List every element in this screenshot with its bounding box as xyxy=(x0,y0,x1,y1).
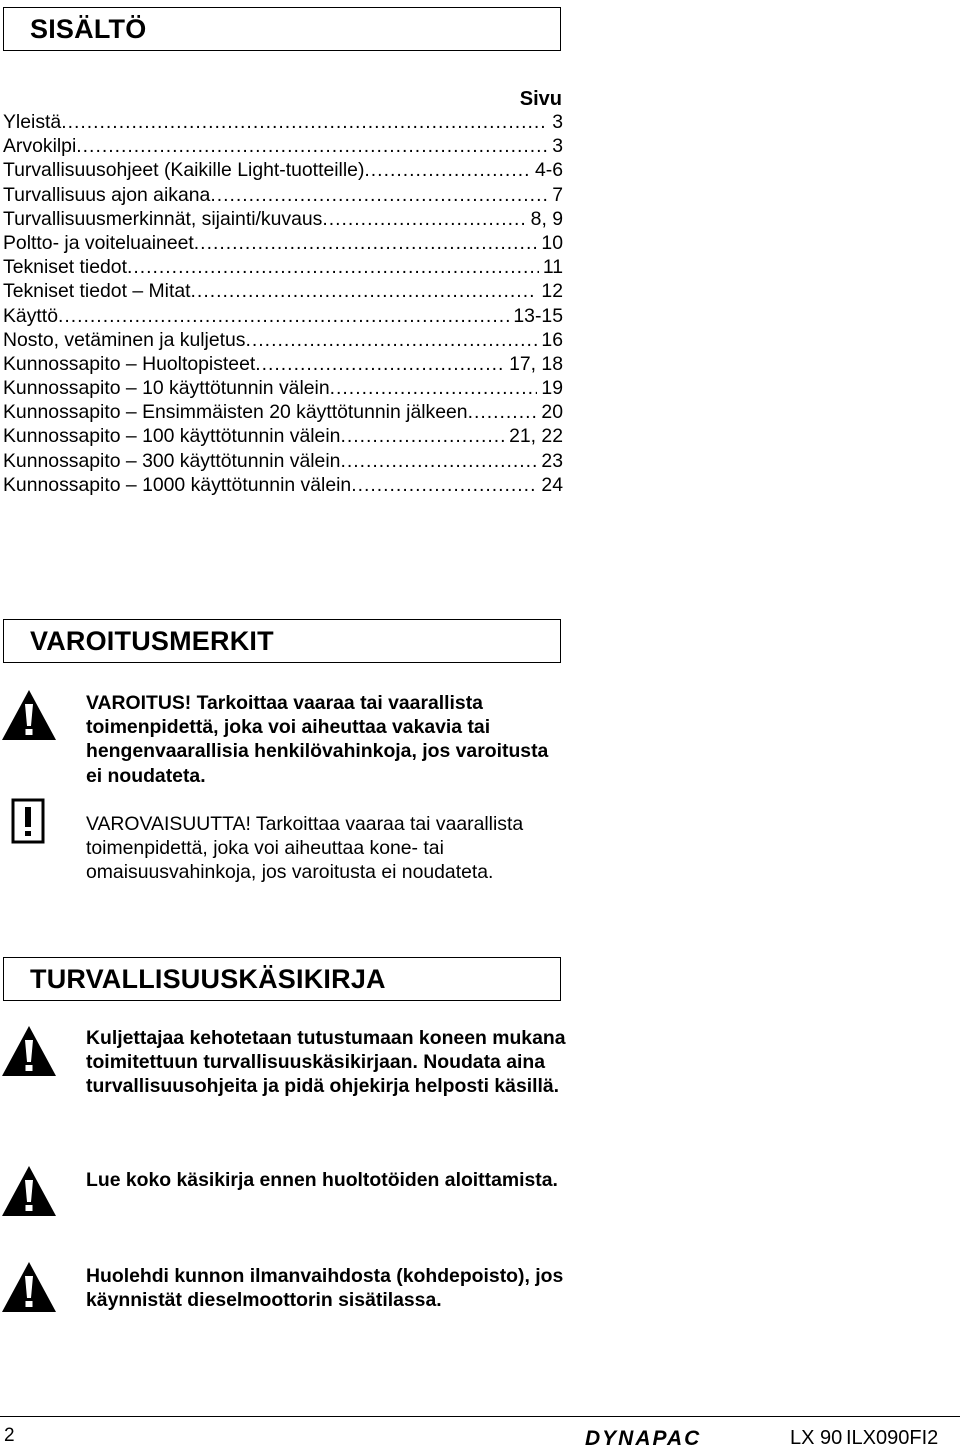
caution-description: VAROVAISUUTTA! Tarkoittaa vaaraa tai vaarallista toimenpidettä, joka voi aiheuttaa kone- tai omaisuusvahinkoja, jos varoitusta ei noudateta. xyxy=(86,813,524,884)
toc-title: Käyttö xyxy=(3,304,58,327)
warning-triangle-icon xyxy=(0,688,58,742)
toc-entry[interactable] xyxy=(3,279,563,303)
page-number: 2 xyxy=(4,1425,15,1446)
toc-title: Yleistä xyxy=(3,111,62,133)
toc-leader xyxy=(76,134,548,158)
warning-triangle-icon xyxy=(0,1164,58,1218)
toc-title: Turvallisuusmerkinnät, sijainti/kuvaus xyxy=(3,207,323,230)
manual-note: Lue koko käsikirja ennen huoltotöiden aloittamista. xyxy=(86,1169,558,1191)
toc-leader xyxy=(210,183,548,207)
footer-rule xyxy=(0,1416,960,1417)
toc-page: 20 xyxy=(541,401,563,424)
toc-leader xyxy=(194,231,538,255)
toc-leader xyxy=(191,279,538,303)
toc-entry[interactable] xyxy=(3,158,563,182)
toc-leader xyxy=(468,400,538,424)
toc-page: 17, 18 xyxy=(509,352,563,375)
toc-leader xyxy=(61,110,548,134)
toc-page: 4-6 xyxy=(534,159,563,182)
toc-entry[interactable] xyxy=(3,134,563,158)
toc-title: Kunnossapito – 100 käyttötunnin välein xyxy=(3,425,341,448)
toc-entry[interactable] xyxy=(3,183,563,207)
toc-page: 10 xyxy=(541,231,563,254)
toc-title: Arvokilpi xyxy=(3,135,77,158)
toc-title: Kunnossapito – Ensimmäisten 20 käyttötunnin jälkeen xyxy=(3,401,468,424)
toc-entry[interactable] xyxy=(3,304,563,328)
toc-page: 3 xyxy=(552,111,563,133)
toc-page: 7 xyxy=(552,183,563,206)
toc-title: Tekniset tiedot xyxy=(3,256,127,279)
toc-leader xyxy=(58,304,509,328)
toc-leader xyxy=(322,207,526,231)
toc-page: 11 xyxy=(542,256,563,279)
toc-entry[interactable] xyxy=(3,352,563,376)
toc-leader xyxy=(340,424,505,448)
warning-description: VAROITUS! Tarkoittaa vaaraa tai vaarallista toimenpidettä, joka voi aiheuttaa vakavia tai hengenvaarallisia henkilövahinkoja, jos varoitusta ei noudateta. xyxy=(86,692,549,787)
manual-note: Kuljettajaa kehotetaan tutustumaan koneen mukana toimitettuun turvallisuuskäsikirjaan. Noudata aina turvallisuusohjeita ja pidä ohjekirja helposti käsillä. xyxy=(86,1027,566,1098)
toc-leader xyxy=(255,352,505,376)
toc-title: Turvallisuus ajon aikana xyxy=(3,183,211,206)
toc-title: Kunnossapito – 300 käyttötunnin välein xyxy=(3,449,341,472)
warnings-heading: VAROITUSMERKIT xyxy=(3,619,561,663)
toc-title: Poltto- ja voiteluaineet xyxy=(3,231,194,254)
manual-note: Huolehdi kunnon ilmanvaihdosta (kohdepoisto), jos käynnistät dieselmoottorin sisätilassa. xyxy=(86,1265,564,1312)
contents-heading: SISÄLTÖ xyxy=(3,7,561,51)
toc-leader xyxy=(340,449,537,473)
toc-entry[interactable] xyxy=(3,400,563,424)
toc-title: Kunnossapito – 1000 käyttötunnin välein xyxy=(3,473,352,496)
caution-box-icon xyxy=(0,798,46,844)
page-column-label: Sivu xyxy=(519,88,562,110)
toc-entry[interactable] xyxy=(3,449,563,473)
toc-entry[interactable] xyxy=(3,255,563,279)
toc-leader xyxy=(330,376,538,400)
brand-logo: DYNAPAC xyxy=(585,1427,702,1450)
toc-page: 12 xyxy=(541,280,563,303)
manual-heading: TURVALLISUUSKÄSIKIRJA xyxy=(3,957,561,1001)
model-name: LX 90 xyxy=(790,1427,843,1449)
toc-entry[interactable] xyxy=(3,207,563,231)
toc-page: 24 xyxy=(541,473,563,496)
warning-triangle-icon xyxy=(0,1260,58,1314)
toc-page: 13-15 xyxy=(513,304,563,327)
toc-page: 3 xyxy=(552,135,563,158)
toc-page: 8, 9 xyxy=(530,207,563,230)
toc-entry[interactable] xyxy=(3,328,563,352)
toc-leader xyxy=(127,255,539,279)
toc-leader xyxy=(246,328,538,352)
toc-entry[interactable] xyxy=(3,231,563,255)
toc-title: Nosto, vetäminen ja kuljetus xyxy=(3,328,246,351)
warning-triangle-icon xyxy=(0,1024,58,1078)
toc-entry[interactable] xyxy=(3,376,563,400)
toc-page: 19 xyxy=(541,377,563,400)
toc-title: Turvallisuusohjeet (Kaikille Light-tuotteille) xyxy=(3,159,365,182)
toc-title: Kunnossapito – 10 käyttötunnin välein xyxy=(3,377,330,400)
toc-page: 16 xyxy=(541,328,563,351)
toc-page: 21, 22 xyxy=(509,425,563,448)
table-of-contents xyxy=(3,110,563,497)
toc-page: 23 xyxy=(541,449,563,472)
toc-entry[interactable] xyxy=(3,473,563,497)
toc-leader xyxy=(351,473,537,497)
document-code: ILX090FI2 xyxy=(846,1427,939,1449)
toc-entry[interactable] xyxy=(3,110,563,134)
toc-title: Kunnossapito – Huoltopisteet xyxy=(3,352,256,375)
toc-title: Tekniset tiedot – Mitat xyxy=(3,280,191,303)
toc-entry[interactable] xyxy=(3,424,563,448)
toc-leader xyxy=(364,158,531,182)
